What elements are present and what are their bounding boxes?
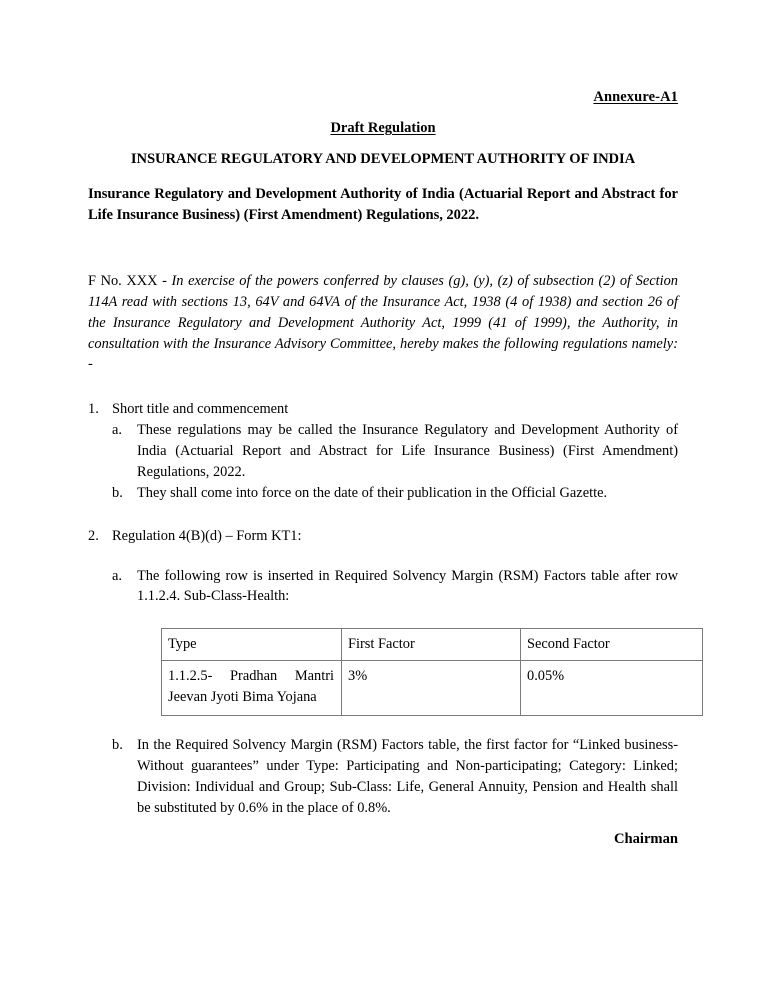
clause-1-subclause-a-text: These regulations may be called the Insurance Regulatory and Development Authority of India (Actuarial Report and Abstract for Life Insurance Business) (First Amendment) Regulations, 2022. (137, 422, 678, 480)
clause-1-subclause-a-marker: a. (112, 422, 122, 439)
clause-1-subclause-b-text: They shall come into force on the date of their publication in the Official Gazette. (137, 484, 608, 501)
table-cell-type: 1.1.2.5- Pradhan Mantri Jeevan Jyoti Bima Yojana (162, 661, 342, 716)
clause-1-subclause-list (112, 420, 678, 504)
preamble-paragraph (88, 271, 678, 375)
clause-2-subclause-list-2 (112, 735, 678, 819)
table-cell-first-factor: 3% (342, 661, 521, 716)
preamble-body: In exercise of the powers conferred by clauses (g), (y), (z) of subsection (2) of Section 114A read with sections 13, 64V and 64VA of the Insurance Act, 1938 (4 of 1938) and section 26 of the Insurance Regulatory and Development Authority Act, 1999 (41 of 1999), the Authority, in consultation with the Insurance Advisory Committee, hereby makes the following regulations namely: - (88, 272, 678, 373)
annexure-label (88, 88, 678, 106)
preamble-file-number: F No. XXX - (88, 272, 172, 289)
signature-block: Chairman (613, 830, 678, 847)
table-header-first-factor: First Factor (342, 629, 521, 661)
clause-1-marker: 1. (88, 401, 99, 418)
clause-2-subclause-b-text: In the Required Solvency Margin (RSM) Factors table, the first factor for “Linked business- Without guarantees” under Type: Participating and Non-participating; Category: Linked; Division: Individual and Group; Sub-Class: Life, General Annuity, Pension and Health shall be substituted by 0.6% in the place of 0.8%. (137, 737, 678, 816)
clause-2-subclause-a-text: The following row is inserted in Required Solvency Margin (RSM) Factors table after row 1.1.2.4. Sub-Class-Health: (137, 567, 678, 605)
clause-2-heading: Regulation 4(B)(d) – Form KT1: (112, 527, 302, 544)
table-header-type: Type (162, 629, 342, 661)
clause-list (88, 399, 678, 818)
clause-1 (88, 399, 678, 503)
clause-2-subclause-a (112, 566, 678, 608)
clause-2-subclause-list (112, 566, 678, 608)
clause-1-subclause-b (112, 483, 678, 504)
clause-2-subclause-a-marker: a. (112, 567, 122, 584)
clause-1-subclause-b-marker: b. (112, 484, 123, 501)
clause-2 (88, 526, 678, 819)
clause-2-subclause-b (112, 735, 678, 819)
clause-2-marker: 2. (88, 527, 99, 544)
regulation-title: Insurance Regulatory and Development Authority of India (Actuarial Report and Abstract for Life Insurance Business) (First Amendment) Regulations, 2022. (88, 186, 678, 224)
clause-1-subclause-a (112, 420, 678, 483)
draft-regulation-title (88, 119, 678, 137)
rsm-factors-table (161, 628, 703, 716)
annexure-label-text: Annexure-A1 (593, 89, 678, 105)
table-cell-second-factor: 0.05% (521, 661, 703, 716)
table-header-second-factor: Second Factor (521, 629, 703, 661)
table-header-row (162, 629, 703, 661)
draft-regulation-title-text: Draft Regulation (330, 120, 436, 137)
clause-2-subclause-b-marker: b. (112, 737, 123, 754)
table-row (162, 661, 703, 716)
authority-heading: INSURANCE REGULATORY AND DEVELOPMENT AUTHORITY OF INDIA (130, 151, 636, 168)
clause-1-heading: Short title and commencement (112, 401, 289, 418)
